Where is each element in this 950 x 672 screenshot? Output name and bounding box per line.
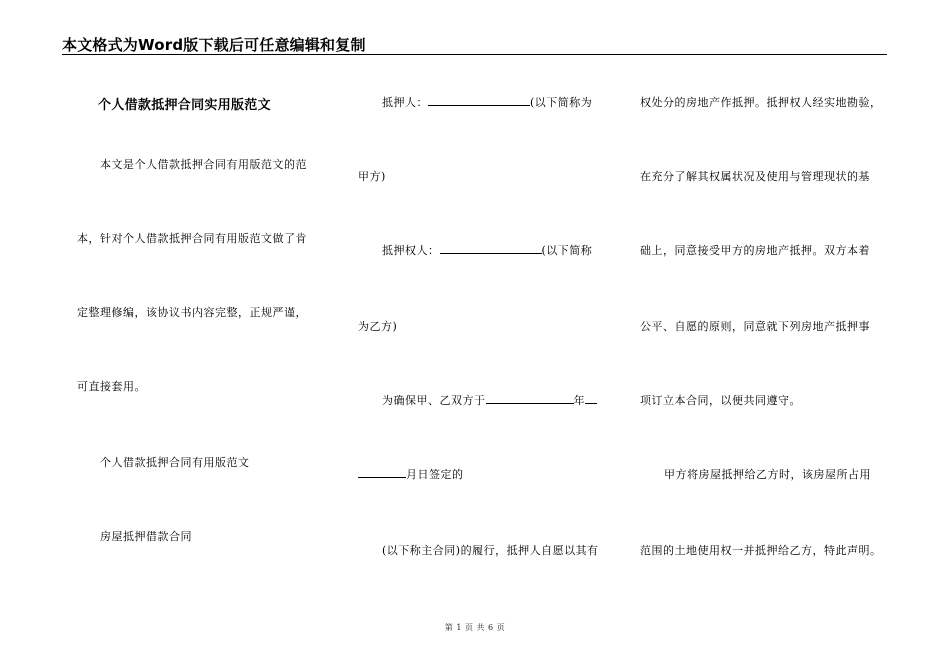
mortgagor-line: [382, 94, 592, 110]
ensure-line: [382, 392, 597, 408]
ensure-prefix: 为确保甲、乙双方于: [382, 394, 486, 407]
mortgagee-blank: [440, 243, 542, 254]
signed-blank: [358, 467, 406, 478]
mortgagee-line: [382, 242, 592, 258]
paragraph-line: 范围的土地使用权一并抵押给乙方，特此声明。: [640, 544, 882, 557]
mortgagee-suffix: (以下简称: [541, 244, 593, 257]
page-number-footer: 第 1 页 共 6 页: [444, 623, 506, 632]
paragraph-line: 本，针对个人借款抵押合同有用版范文做了肯: [77, 232, 307, 245]
mortgagee-label: 抵押权人：: [382, 244, 440, 257]
paragraph-line: 定整理修编，该协议书内容完整，正规严谨，: [77, 306, 307, 319]
signed-suffix: 月日签定的: [406, 468, 464, 481]
mortgagee-continuation: 为乙方): [358, 320, 398, 333]
date-blank: [486, 393, 574, 404]
paragraph-line: 本文是个人借款抵押合同有用版范文的范: [100, 158, 307, 171]
paragraph-line: 公平、自愿的原则，同意就下列房地产抵押事: [640, 320, 870, 333]
header-divider: [62, 54, 887, 55]
paragraph-line: 础上，同意接受甲方的房地产抵押。双方本着: [640, 244, 870, 257]
year-label: 年: [573, 394, 585, 407]
month-blank: [585, 393, 597, 404]
section-heading: 房屋抵押借款合同: [100, 530, 192, 543]
document-title: 个人借款抵押合同实用版范文: [98, 98, 271, 113]
paragraph-line: 项订立本合同，以便共同遵守。: [640, 394, 801, 407]
paragraph-line: 甲方将房屋抵押给乙方时，该房屋所占用: [664, 468, 871, 481]
mortgagor-continuation: 甲方): [358, 170, 386, 183]
main-contract-line: (以下称主合同)的履行，抵押人自愿以其有: [382, 544, 599, 557]
paragraph-line: 在充分了解其权属状况及使用与管理现状的基: [640, 170, 870, 183]
mortgagor-label: 抵押人：: [382, 96, 428, 109]
paragraph-line: 可直接套用。: [77, 380, 146, 393]
mortgagor-blank: [428, 95, 530, 106]
mortgagor-suffix: (以下简称为: [530, 96, 593, 109]
paragraph-line: 权处分的房地产作抵押。抵押权人经实地勘验，: [640, 96, 882, 109]
signed-line: [358, 466, 464, 482]
document-header-banner: 本文格式为Word版下载后可任意编辑和复制: [62, 36, 366, 54]
section-heading: 个人借款抵押合同有用版范文: [100, 456, 250, 469]
